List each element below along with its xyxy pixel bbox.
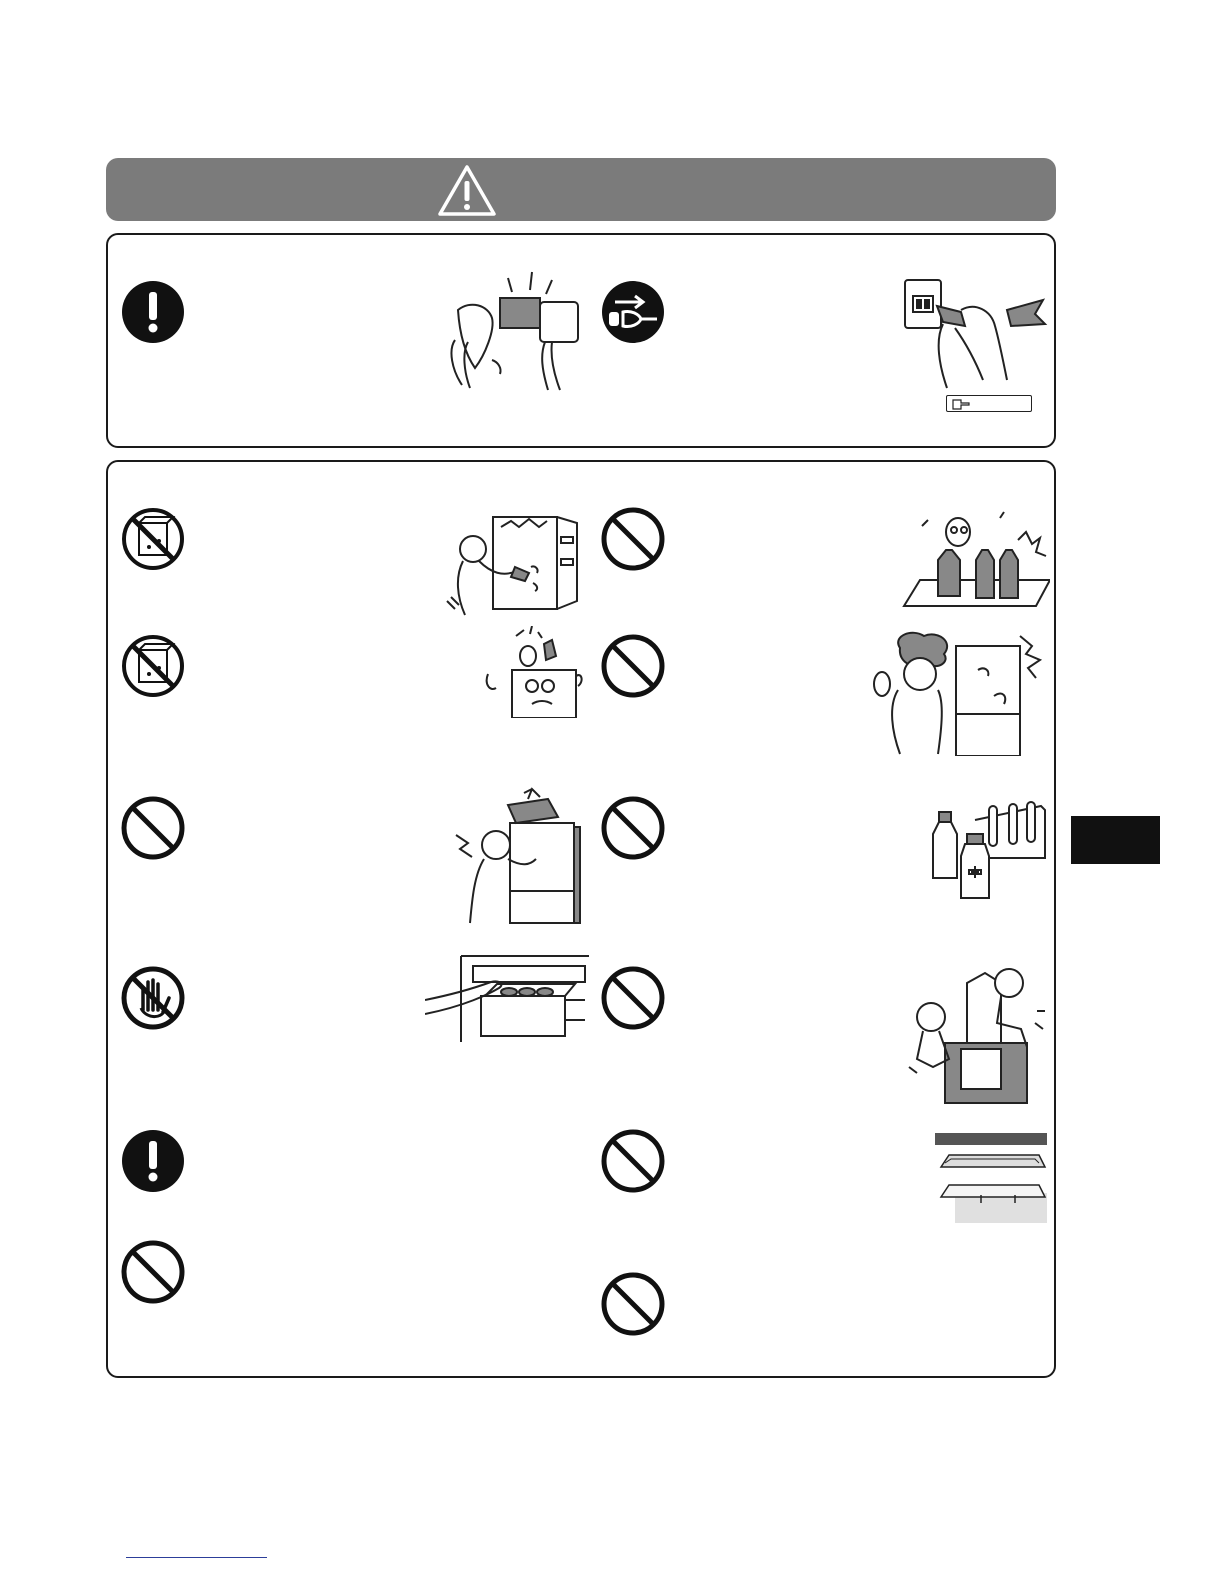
prohibition-icon	[121, 796, 185, 860]
warning-banner	[106, 158, 1056, 221]
hair-spray-near-fridge-illustration	[858, 626, 1053, 756]
bottles-on-shelf-illustration	[900, 510, 1050, 610]
hand-reaching-into-freezer-drawer-illustration	[425, 952, 590, 1044]
prohibition-icon	[601, 1272, 665, 1336]
woman-splashing-water-inside-fridge-illustration	[445, 497, 585, 617]
reference-tag	[946, 395, 1032, 412]
glass-shelf-trays-illustration	[935, 1133, 1047, 1225]
prohibition-icon	[601, 966, 665, 1030]
do-not-touch-icon	[121, 966, 185, 1030]
no-wet-hands-icon	[121, 507, 185, 571]
pointing-hand-icon	[951, 397, 971, 411]
warning-triangle-icon	[437, 164, 497, 218]
mandatory-exclamation-icon	[121, 280, 185, 344]
spilled-items-on-top-of-fridge-illustration	[480, 626, 585, 718]
prohibition-icon	[601, 634, 665, 698]
prohibition-icon	[601, 1129, 665, 1193]
hand-pulling-plug-from-outlet-illustration	[895, 270, 1055, 390]
wiping-dust-off-plug-illustration	[440, 270, 590, 392]
medicine-bottles-and-test-tubes-illustration	[925, 800, 1050, 902]
section-side-tab	[1071, 816, 1160, 864]
objects-falling-from-fridge-top-illustration	[450, 783, 590, 925]
mandatory-exclamation-icon	[121, 1129, 185, 1193]
unplug-mandatory-icon	[601, 280, 665, 344]
prohibition-icon	[601, 507, 665, 571]
prohibition-icon	[121, 1240, 185, 1304]
prohibition-icon	[601, 796, 665, 860]
no-water-icon	[121, 634, 185, 698]
footer-link-underline	[126, 1557, 267, 1558]
children-climbing-on-fridge-illustration	[905, 963, 1050, 1108]
